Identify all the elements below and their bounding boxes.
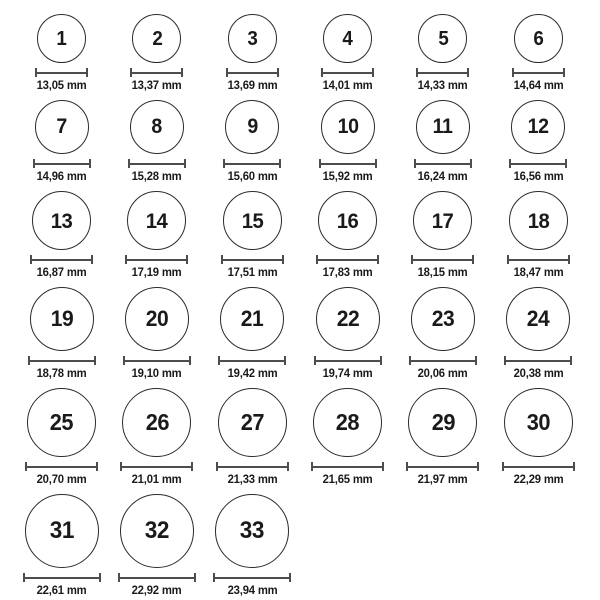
ring-size-item [28,287,96,380]
ring-size-number: 33 [240,517,265,544]
measure-bar [504,466,573,468]
measure-bar [27,466,96,468]
diameter-label: 16,24 mm [418,169,468,183]
ring-size-item [118,494,196,597]
measure-tick-right [382,462,384,471]
diameter-measure-line [504,356,572,365]
diameter-label: 18,78 mm [36,366,87,380]
measure-bar [223,259,282,261]
ring-size-number: 22 [336,305,359,331]
diameter-measure-line [30,255,93,264]
ring-circle [316,287,380,351]
diameter-measure-line [218,356,286,365]
diameter-measure-line [223,159,281,168]
ring-size-item [316,191,379,279]
ring-circle [122,388,191,457]
ring-size-item [314,287,382,380]
measure-tick-right [194,573,196,582]
ring-size-item [507,191,570,279]
measure-bar [511,163,565,165]
ring-size-item [35,14,88,92]
diameter-measure-line [120,462,193,471]
ring-size-number: 8 [151,114,163,138]
ring-circle [509,191,568,250]
ring-size-number: 3 [247,27,258,50]
ring-size-item [23,494,101,597]
measure-tick-right [96,462,98,471]
diameter-measure-line [509,159,567,168]
diameter-measure-line [35,68,88,77]
ring-circle [318,191,377,250]
measure-bar [506,360,570,362]
measure-bar [218,466,287,468]
ring-size-number: 29 [431,408,455,435]
ring-size-number: 20 [145,305,169,331]
diameter-label: 14,96 mm [36,169,87,183]
ring-circle [408,388,477,457]
ring-circle [37,14,86,63]
ring-size-number: 9 [247,114,258,138]
ring-size-item [125,191,188,279]
ring-size-number: 23 [431,305,455,331]
ring-size-item [128,100,186,183]
diameter-measure-line [409,356,477,365]
ring-circle [514,14,563,63]
measure-bar [323,72,372,74]
ring-circle [130,100,184,154]
measure-tick-right [377,255,379,264]
measure-bar [321,163,375,165]
ring-size-number: 12 [527,114,549,138]
diameter-label: 13,69 mm [227,78,278,92]
diameter-label: 13,05 mm [36,78,87,92]
measure-tick-right [279,159,281,168]
measure-tick-right [565,159,567,168]
ring-size-number: 2 [151,27,162,50]
ring-size-number: 18 [527,207,550,233]
measure-bar [225,163,279,165]
diameter-measure-line [216,462,289,471]
measure-bar [509,259,568,261]
measure-bar [313,466,382,468]
ring-size-number: 28 [335,408,360,435]
diameter-measure-line [507,255,570,264]
diameter-label: 15,92 mm [322,169,373,183]
measure-tick-right [570,356,572,365]
diameter-measure-line [123,356,191,365]
ring-size-item [512,14,565,92]
ring-circle [223,191,282,250]
diameter-label: 15,28 mm [132,169,182,183]
measure-tick-right [472,255,474,264]
measure-bar [120,577,194,579]
ring-circle [218,388,287,457]
diameter-label: 14,33 mm [418,78,468,92]
diameter-label: 22,92 mm [132,583,182,597]
measure-bar [35,163,89,165]
ring-circle [413,191,472,250]
ring-size-number: 26 [145,408,169,435]
ring-size-number: 5 [437,27,448,50]
diameter-label: 13,37 mm [132,78,182,92]
diameter-label: 19,74 mm [322,366,373,380]
diameter-measure-line [502,462,575,471]
diameter-label: 15,60 mm [227,169,278,183]
diameter-measure-line [311,462,384,471]
diameter-label: 18,47 mm [513,265,564,279]
measure-bar [37,72,86,74]
measure-bar [316,360,380,362]
measure-bar [30,360,94,362]
diameter-label: 17,19 mm [132,265,182,279]
ring-size-item [411,191,474,279]
ring-size-number: 15 [241,207,264,233]
ring-circle [35,100,89,154]
ring-size-item [130,14,183,92]
diameter-measure-line [23,573,101,582]
ring-size-number: 16 [336,207,359,233]
measure-bar [228,72,277,74]
diameter-measure-line [130,68,183,77]
ring-size-number: 6 [533,27,544,50]
diameter-measure-line [314,356,382,365]
ring-circle [120,494,194,568]
diameter-measure-line [125,255,188,264]
diameter-measure-line [512,68,565,77]
ring-circle [418,14,467,63]
measure-tick-right [191,462,193,471]
diameter-measure-line [213,573,291,582]
measure-tick-right [181,68,183,77]
diameter-label: 18,15 mm [418,265,468,279]
diameter-measure-line [416,68,469,77]
measure-tick-right [86,68,88,77]
ring-circle [127,191,186,250]
ring-size-item [25,388,98,486]
diameter-measure-line [25,462,98,471]
diameter-label: 21,33 mm [227,472,278,486]
ring-size-item [221,191,284,279]
diameter-measure-line [316,255,379,264]
ring-circle [27,388,96,457]
diameter-label: 23,94 mm [227,583,278,597]
measure-bar [408,466,477,468]
measure-tick-right [282,255,284,264]
ring-size-number: 1 [56,27,67,50]
ring-size-item [416,14,469,92]
measure-tick-right [94,356,96,365]
ring-size-number: 11 [433,114,453,138]
ring-size-item [504,287,572,380]
measure-bar [411,360,475,362]
diameter-measure-line [33,159,91,168]
measure-tick-right [184,159,186,168]
measure-bar [25,577,99,579]
measure-bar [220,360,284,362]
ring-size-item [502,388,575,486]
ring-size-number: 21 [241,305,264,331]
ring-size-number: 31 [49,517,74,544]
ring-circle [506,287,570,351]
ring-circle [511,100,565,154]
measure-bar [130,163,184,165]
measure-tick-right [289,573,291,582]
ring-size-item [123,287,191,380]
diameter-measure-line [319,159,377,168]
ring-circle [32,191,91,250]
diameter-measure-line [406,462,479,471]
ring-circle [215,494,289,568]
measure-bar [418,72,467,74]
ring-circle [313,388,382,457]
measure-tick-right [467,68,469,77]
ring-size-item [216,388,289,486]
ring-size-item [226,14,279,92]
ring-circle [132,14,181,63]
ring-size-item [321,14,374,92]
measure-tick-right [375,159,377,168]
ring-circle [416,100,470,154]
ring-circle [504,388,573,457]
diameter-label: 21,65 mm [322,472,373,486]
ring-size-number: 24 [527,305,550,331]
ring-size-number: 7 [56,114,67,138]
diameter-label: 22,61 mm [36,583,87,597]
diameter-measure-line [118,573,196,582]
ring-size-item [223,100,281,183]
diameter-measure-line [128,159,186,168]
ring-size-number: 19 [50,305,73,331]
diameter-label: 21,01 mm [132,472,182,486]
ring-size-item [409,287,477,380]
ring-size-item [30,191,93,279]
measure-tick-right [186,255,188,264]
ring-circle [411,287,475,351]
diameter-label: 19,10 mm [132,366,182,380]
ring-circle [228,14,277,63]
ring-circle [125,287,189,351]
diameter-label: 19,42 mm [227,366,278,380]
measure-tick-right [99,573,101,582]
ring-circle [30,287,94,351]
measure-bar [125,360,189,362]
diameter-label: 14,01 mm [322,78,373,92]
ring-size-number: 30 [526,408,550,435]
diameter-measure-line [221,255,284,264]
ring-circle [220,287,284,351]
ring-circle [323,14,372,63]
diameter-label: 16,56 mm [513,169,564,183]
measure-tick-right [573,462,575,471]
ring-circle [25,494,99,568]
diameter-measure-line [321,68,374,77]
ring-size-item [311,388,384,486]
ring-size-number: 14 [146,207,168,233]
measure-tick-right [284,356,286,365]
ring-size-number: 27 [240,408,264,435]
diameter-label: 14,64 mm [513,78,564,92]
measure-bar [122,466,191,468]
diameter-measure-line [226,68,279,77]
ring-size-item [319,100,377,183]
measure-tick-right [287,462,289,471]
measure-bar [215,577,289,579]
ring-size-item [509,100,567,183]
measure-bar [416,163,470,165]
measure-tick-right [477,462,479,471]
diameter-label: 16,87 mm [36,265,87,279]
diameter-label: 21,97 mm [418,472,468,486]
ring-size-number: 25 [49,408,74,435]
measure-bar [132,72,181,74]
diameter-label: 20,38 mm [513,366,564,380]
diameter-label: 20,70 mm [36,472,87,486]
measure-tick-right [380,356,382,365]
diameter-label: 17,83 mm [322,265,373,279]
measure-tick-right [470,159,472,168]
ring-size-item [213,494,291,597]
ring-circle [225,100,279,154]
ring-size-number: 4 [342,27,353,50]
ring-size-number: 10 [337,114,359,138]
ring-size-number: 32 [144,517,170,544]
measure-bar [32,259,91,261]
measure-tick-right [189,356,191,365]
ring-size-item [414,100,472,183]
measure-tick-right [475,356,477,365]
diameter-label: 17,51 mm [227,265,278,279]
diameter-measure-line [28,356,96,365]
measure-bar [318,259,377,261]
diameter-measure-line [411,255,474,264]
ring-size-number: 17 [432,207,454,233]
measure-bar [413,259,472,261]
diameter-label: 22,29 mm [513,472,564,486]
measure-tick-right [277,68,279,77]
measure-tick-right [89,159,91,168]
ring-size-number: 13 [50,207,73,233]
diameter-measure-line [414,159,472,168]
measure-tick-right [372,68,374,77]
measure-tick-right [91,255,93,264]
diameter-label: 20,06 mm [418,366,468,380]
ring-circle [321,100,375,154]
measure-tick-right [563,68,565,77]
measure-bar [514,72,563,74]
measure-tick-right [568,255,570,264]
ring-size-item [218,287,286,380]
measure-bar [127,259,186,261]
ring-size-item [120,388,193,486]
ring-size-item [406,388,479,486]
ring-size-item [33,100,91,183]
